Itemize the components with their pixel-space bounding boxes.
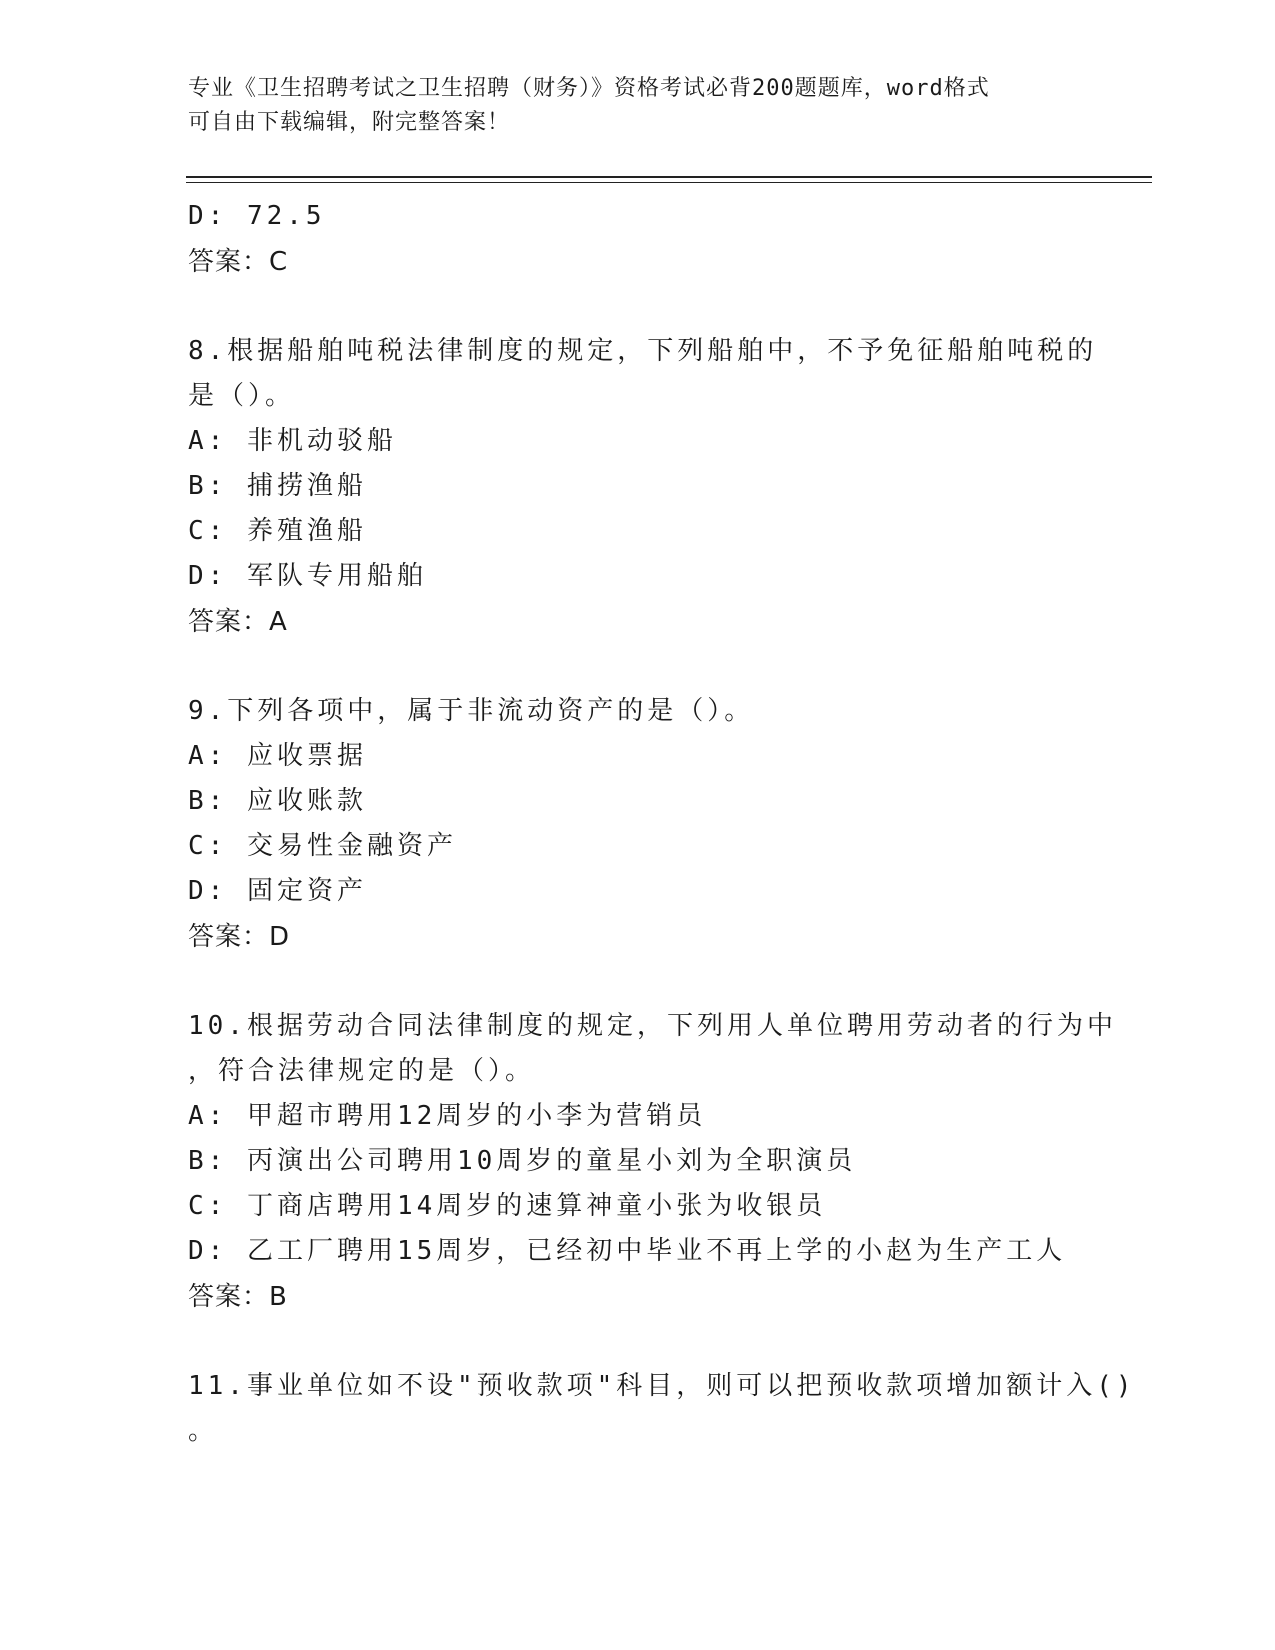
- question-stem: 11.事业单位如不设"预收款项"科目，则可以把预收款项增加额计入(): [188, 1371, 1136, 1401]
- option-d: D: 军队专用船舶: [188, 561, 427, 591]
- spacer: [188, 960, 1088, 1004]
- question-stem: 9.下列各项中，属于非流动资产的是（）。: [188, 696, 755, 726]
- option-b: B: 应收账款: [188, 786, 367, 816]
- answer-label: 答案：A: [188, 607, 288, 637]
- answer-label: 答案：C: [188, 247, 289, 277]
- header-divider-thick: [186, 176, 1152, 178]
- option-d: D: 乙工厂聘用15周岁，已经初中毕业不再上学的小赵为生产工人: [188, 1236, 1067, 1266]
- option-c: C: 丁商店聘用14周岁的速算神童小张为收银员: [188, 1191, 827, 1221]
- question-stem-continued: 。: [188, 1416, 219, 1446]
- option-d: D: 72.5: [188, 201, 326, 231]
- option-d: D: 固定资产: [188, 876, 367, 906]
- option-c: C: 养殖渔船: [188, 516, 367, 546]
- question-11: [188, 1364, 1136, 1454]
- option-b: B: 丙演出公司聘用10周岁的童星小刘为全职演员: [188, 1146, 857, 1176]
- question-7-tail: [188, 194, 1088, 285]
- option-a: A: 甲超市聘用12周岁的小李为营销员: [188, 1101, 707, 1131]
- answer-label: 答案：D: [188, 922, 291, 952]
- question-8: [188, 329, 1098, 645]
- question-stem-continued: ，符合法律规定的是（）。: [188, 1056, 536, 1086]
- option-a: A: 应收票据: [188, 741, 367, 771]
- header-title-line2: 可自由下载编辑，附完整答案！: [188, 110, 511, 135]
- header-divider-thin: [186, 182, 1152, 183]
- page-header: [188, 72, 1068, 140]
- spacer: [188, 285, 1088, 329]
- question-stem: 10.根据劳动合同法律制度的规定，下列用人单位聘用劳动者的行为中: [188, 1011, 1117, 1041]
- header-title-line1: 专业《卫生招聘考试之卫生招聘（财务）》资格考试必背200题题库，word格式: [188, 76, 990, 101]
- spacer: [188, 1320, 1088, 1364]
- spacer: [188, 645, 1088, 689]
- question-list: [188, 194, 1136, 1454]
- option-b: B: 捕捞渔船: [188, 471, 367, 501]
- question-9: [188, 689, 1088, 960]
- question-stem: 8.根据船舶吨税法律制度的规定，下列船舶中，不予免征船舶吨税的: [188, 336, 1098, 366]
- option-c: C: 交易性金融资产: [188, 831, 457, 861]
- question-stem-continued: 是（）。: [188, 381, 296, 411]
- answer-label: 答案：B: [188, 1282, 288, 1312]
- question-10: [188, 1004, 1117, 1320]
- option-a: A: 非机动驳船: [188, 426, 397, 456]
